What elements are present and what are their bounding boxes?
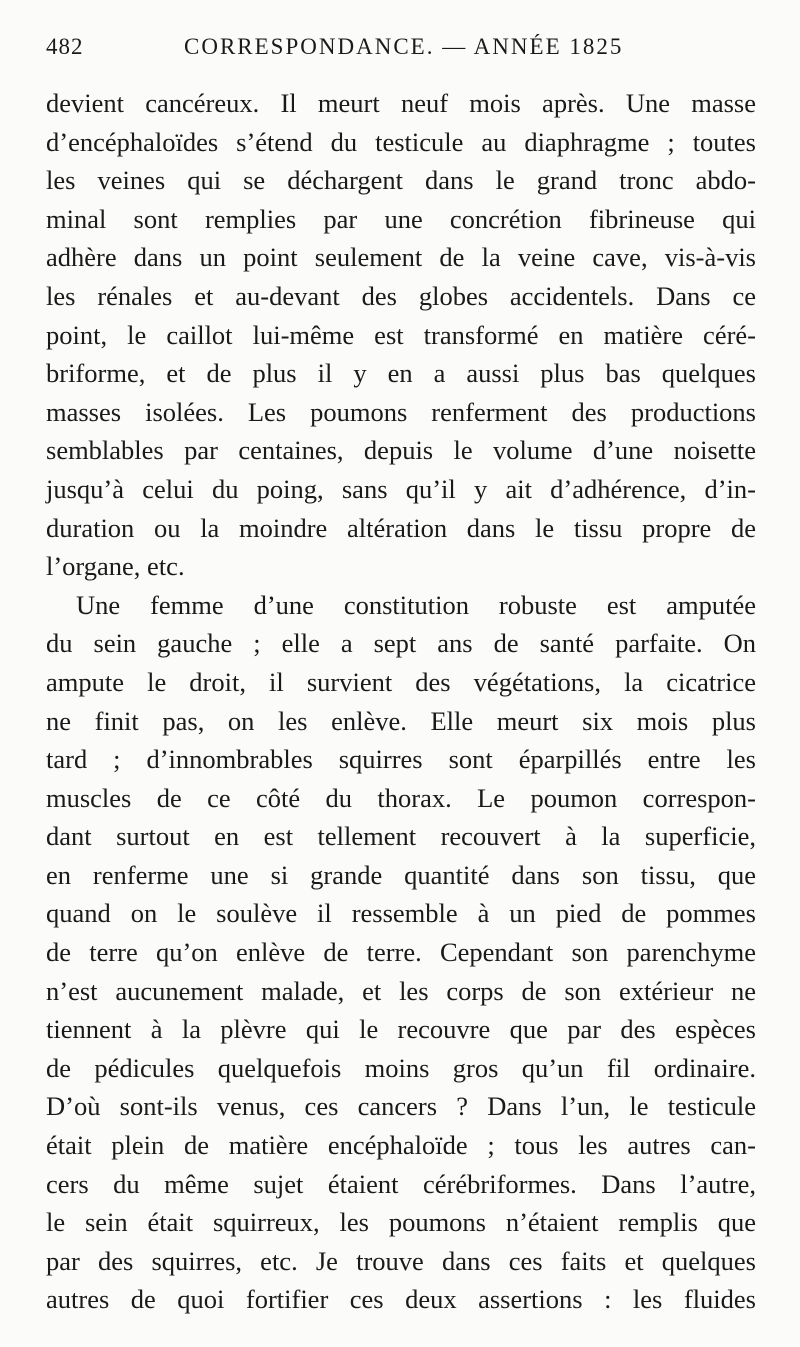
text-line: semblables par centaines, depuis le volume d’une noisette (46, 435, 756, 466)
text-line: jusqu’à celui du poing, sans qu’il y ait d’adhérence, d’in- (46, 473, 756, 504)
text-line: dant surtout en est tellement recouvert à la superficie, (46, 821, 756, 852)
text-line: D’où sont-ils venus, ces cancers ? Dans l’un, le testicule (46, 1091, 756, 1122)
paragraph-first-line: Une femme d’une constitution robuste est amputée (76, 589, 756, 620)
text-line: autres de quoi fortifier ces deux assertions : les fluides (46, 1284, 756, 1315)
text-line: ampute le droit, il survient des végétations, la cicatrice (46, 666, 756, 697)
body-text (46, 84, 756, 1319)
text-line: n’est aucunement malade, et les corps de son extérieur ne (46, 975, 756, 1006)
paragraph-end-line: l’organe, etc. (46, 551, 185, 582)
text-line: les rénales et au-devant des globes accidentels. Dans ce (46, 280, 756, 311)
text-line: du sein gauche ; elle a sept ans de santé parfaite. On (46, 628, 756, 659)
text-line: en renferme une si grande quantité dans son tissu, que (46, 859, 756, 890)
text-line: les veines qui se déchargent dans le grand tronc abdo- (46, 165, 756, 196)
text-line: muscles de ce côté du thorax. Le poumon correspon- (46, 782, 756, 813)
text-line: quand on le soulève il ressemble à un pied de pommes (46, 898, 756, 929)
text-line: adhère dans un point seulement de la veine cave, vis-à-vis (46, 242, 756, 273)
text-line: tard ; d’innombrables squirres sont éparpillés entre les (46, 744, 756, 775)
text-line: devient cancéreux. Il meurt neuf mois après. Une masse (46, 88, 756, 118)
text-line: duration ou la moindre altération dans le tissu propre de (46, 512, 756, 543)
running-title: CORRESPONDANCE. — ANNÉE 1825 (184, 34, 624, 59)
text-line: d’encéphaloïdes s’étend du testicule au diaphragme ; toutes (46, 126, 756, 157)
text-line: de terre qu’on enlève de terre. Cependant son parenchyme (46, 937, 756, 968)
running-head (46, 34, 756, 64)
text-line: tiennent à la plèvre qui le recouvre que par des espèces (46, 1014, 756, 1045)
text-line: ne finit pas, on les enlève. Elle meurt six mois plus (46, 705, 756, 736)
text-line: masses isolées. Les poumons renferment des productions (46, 396, 756, 427)
text-line: le sein était squirreux, les poumons n’étaient remplis que (46, 1207, 756, 1238)
text-line: de pédicules quelquefois moins gros qu’un fil ordinaire. (46, 1052, 756, 1083)
text-line: était plein de matière encéphaloïde ; tous les autres can- (46, 1130, 756, 1161)
text-line: cers du même sujet étaient cérébriformes. Dans l’autre, (46, 1168, 756, 1199)
text-line: point, le caillot lui-même est transformé en matière céré- (46, 319, 756, 350)
text-line: par des squirres, etc. Je trouve dans ces faits et quelques (46, 1245, 756, 1276)
text-line: minal sont remplies par une concrétion fibrineuse qui (46, 203, 756, 234)
page-number: 482 (46, 34, 84, 59)
text-line: briforme, et de plus il y en a aussi plus bas quelques (46, 358, 756, 389)
